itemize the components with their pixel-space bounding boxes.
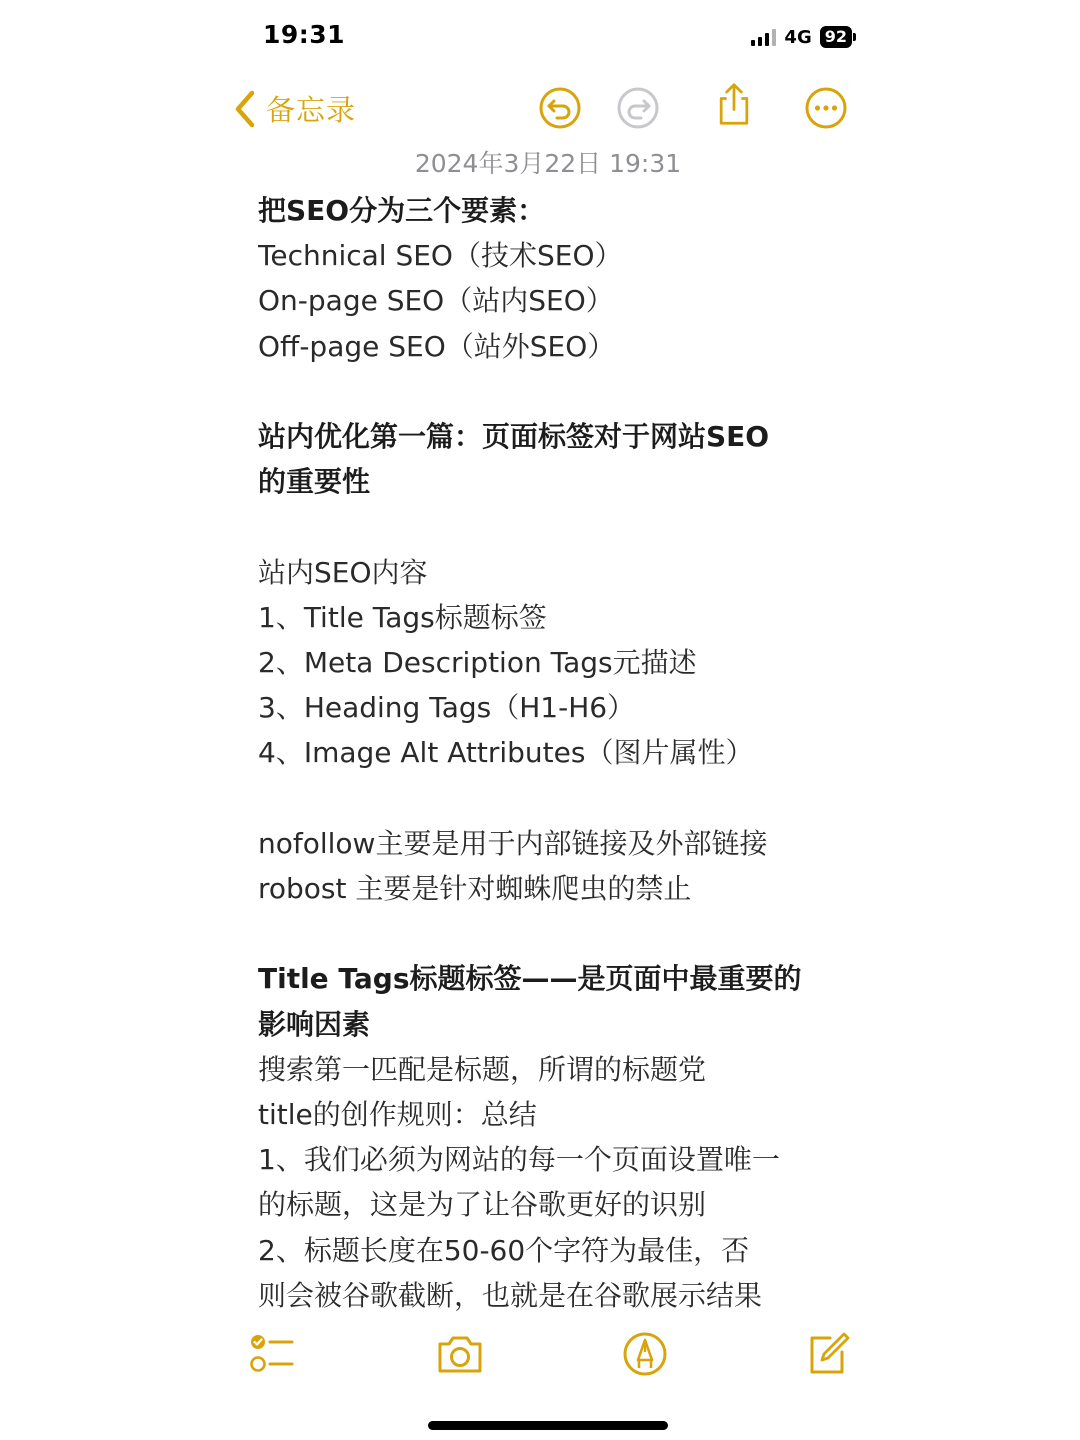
note-line: 把SEO分为三个要素： (258, 194, 546, 227)
note-line: 1、Title Tags标题标签 (258, 600, 547, 634)
note-date: 2024年3月22日 19:31 (414, 149, 682, 178)
note-line: Off-page SEO（站外SEO） (258, 329, 616, 363)
note-line: 的重要性 (258, 465, 371, 499)
cellular-signal-icon (751, 28, 776, 46)
note-line: On-page SEO（站内SEO） (258, 284, 614, 318)
markup-pen-icon[interactable] (621, 1330, 669, 1378)
note-line: 则会被谷歌截断，也就是在谷歌展示结果 (258, 1278, 763, 1312)
note-line: nofollow主要是用于内部链接及外部链接 (258, 826, 768, 860)
note-blank-line (258, 369, 848, 414)
undo-icon[interactable] (538, 86, 582, 130)
redo-icon[interactable] (616, 86, 660, 130)
note-content[interactable] (258, 188, 848, 1318)
note-line: 站内SEO内容 (258, 555, 428, 589)
note-line: 2、标题长度在50-60个字符为最佳，否 (258, 1233, 750, 1267)
status-time: 19:31 (263, 20, 346, 49)
camera-icon[interactable] (436, 1330, 484, 1378)
chevron-left-icon (232, 89, 258, 129)
note-line: Technical SEO（技术SEO） (258, 239, 623, 273)
note-line: 的标题，这是为了让谷歌更好的识别 (258, 1188, 707, 1222)
more-icon[interactable] (804, 86, 848, 130)
checklist-icon[interactable] (248, 1330, 296, 1378)
note-line: robost 主要是针对蜘蛛爬虫的禁止 (258, 872, 692, 905)
home-indicator[interactable] (428, 1421, 668, 1430)
share-icon[interactable] (712, 82, 756, 126)
note-blank-line (258, 504, 848, 549)
note-blank-line (258, 911, 848, 956)
note-line: 影响因素 (258, 1007, 371, 1041)
note-line: 2、Meta Description Tags元描述 (258, 646, 697, 679)
status-indicators (751, 24, 856, 50)
note-line: title的创作规则：总结 (258, 1098, 537, 1131)
note-line: Title Tags标题标签——是页面中最重要的 (258, 962, 802, 996)
note-line: 4、Image Alt Attributes（图片属性） (258, 736, 754, 770)
note-line: 站内优化第一篇：页面标签对于网站SEO (258, 420, 770, 453)
network-type: 4G (784, 26, 812, 48)
back-button[interactable] (232, 88, 356, 129)
note-line: 搜索第一匹配是标题，所谓的标题党 (258, 1052, 707, 1086)
compose-icon[interactable] (804, 1330, 852, 1378)
back-label: 备忘录 (266, 93, 357, 127)
note-line: 1、我们必须为网站的每一个页面设置唯一 (258, 1143, 780, 1177)
note-line: 3、Heading Tags（H1-H6） (258, 691, 636, 725)
note-blank-line (258, 776, 848, 821)
battery-level: 92 (820, 26, 852, 48)
battery-icon (820, 26, 856, 48)
